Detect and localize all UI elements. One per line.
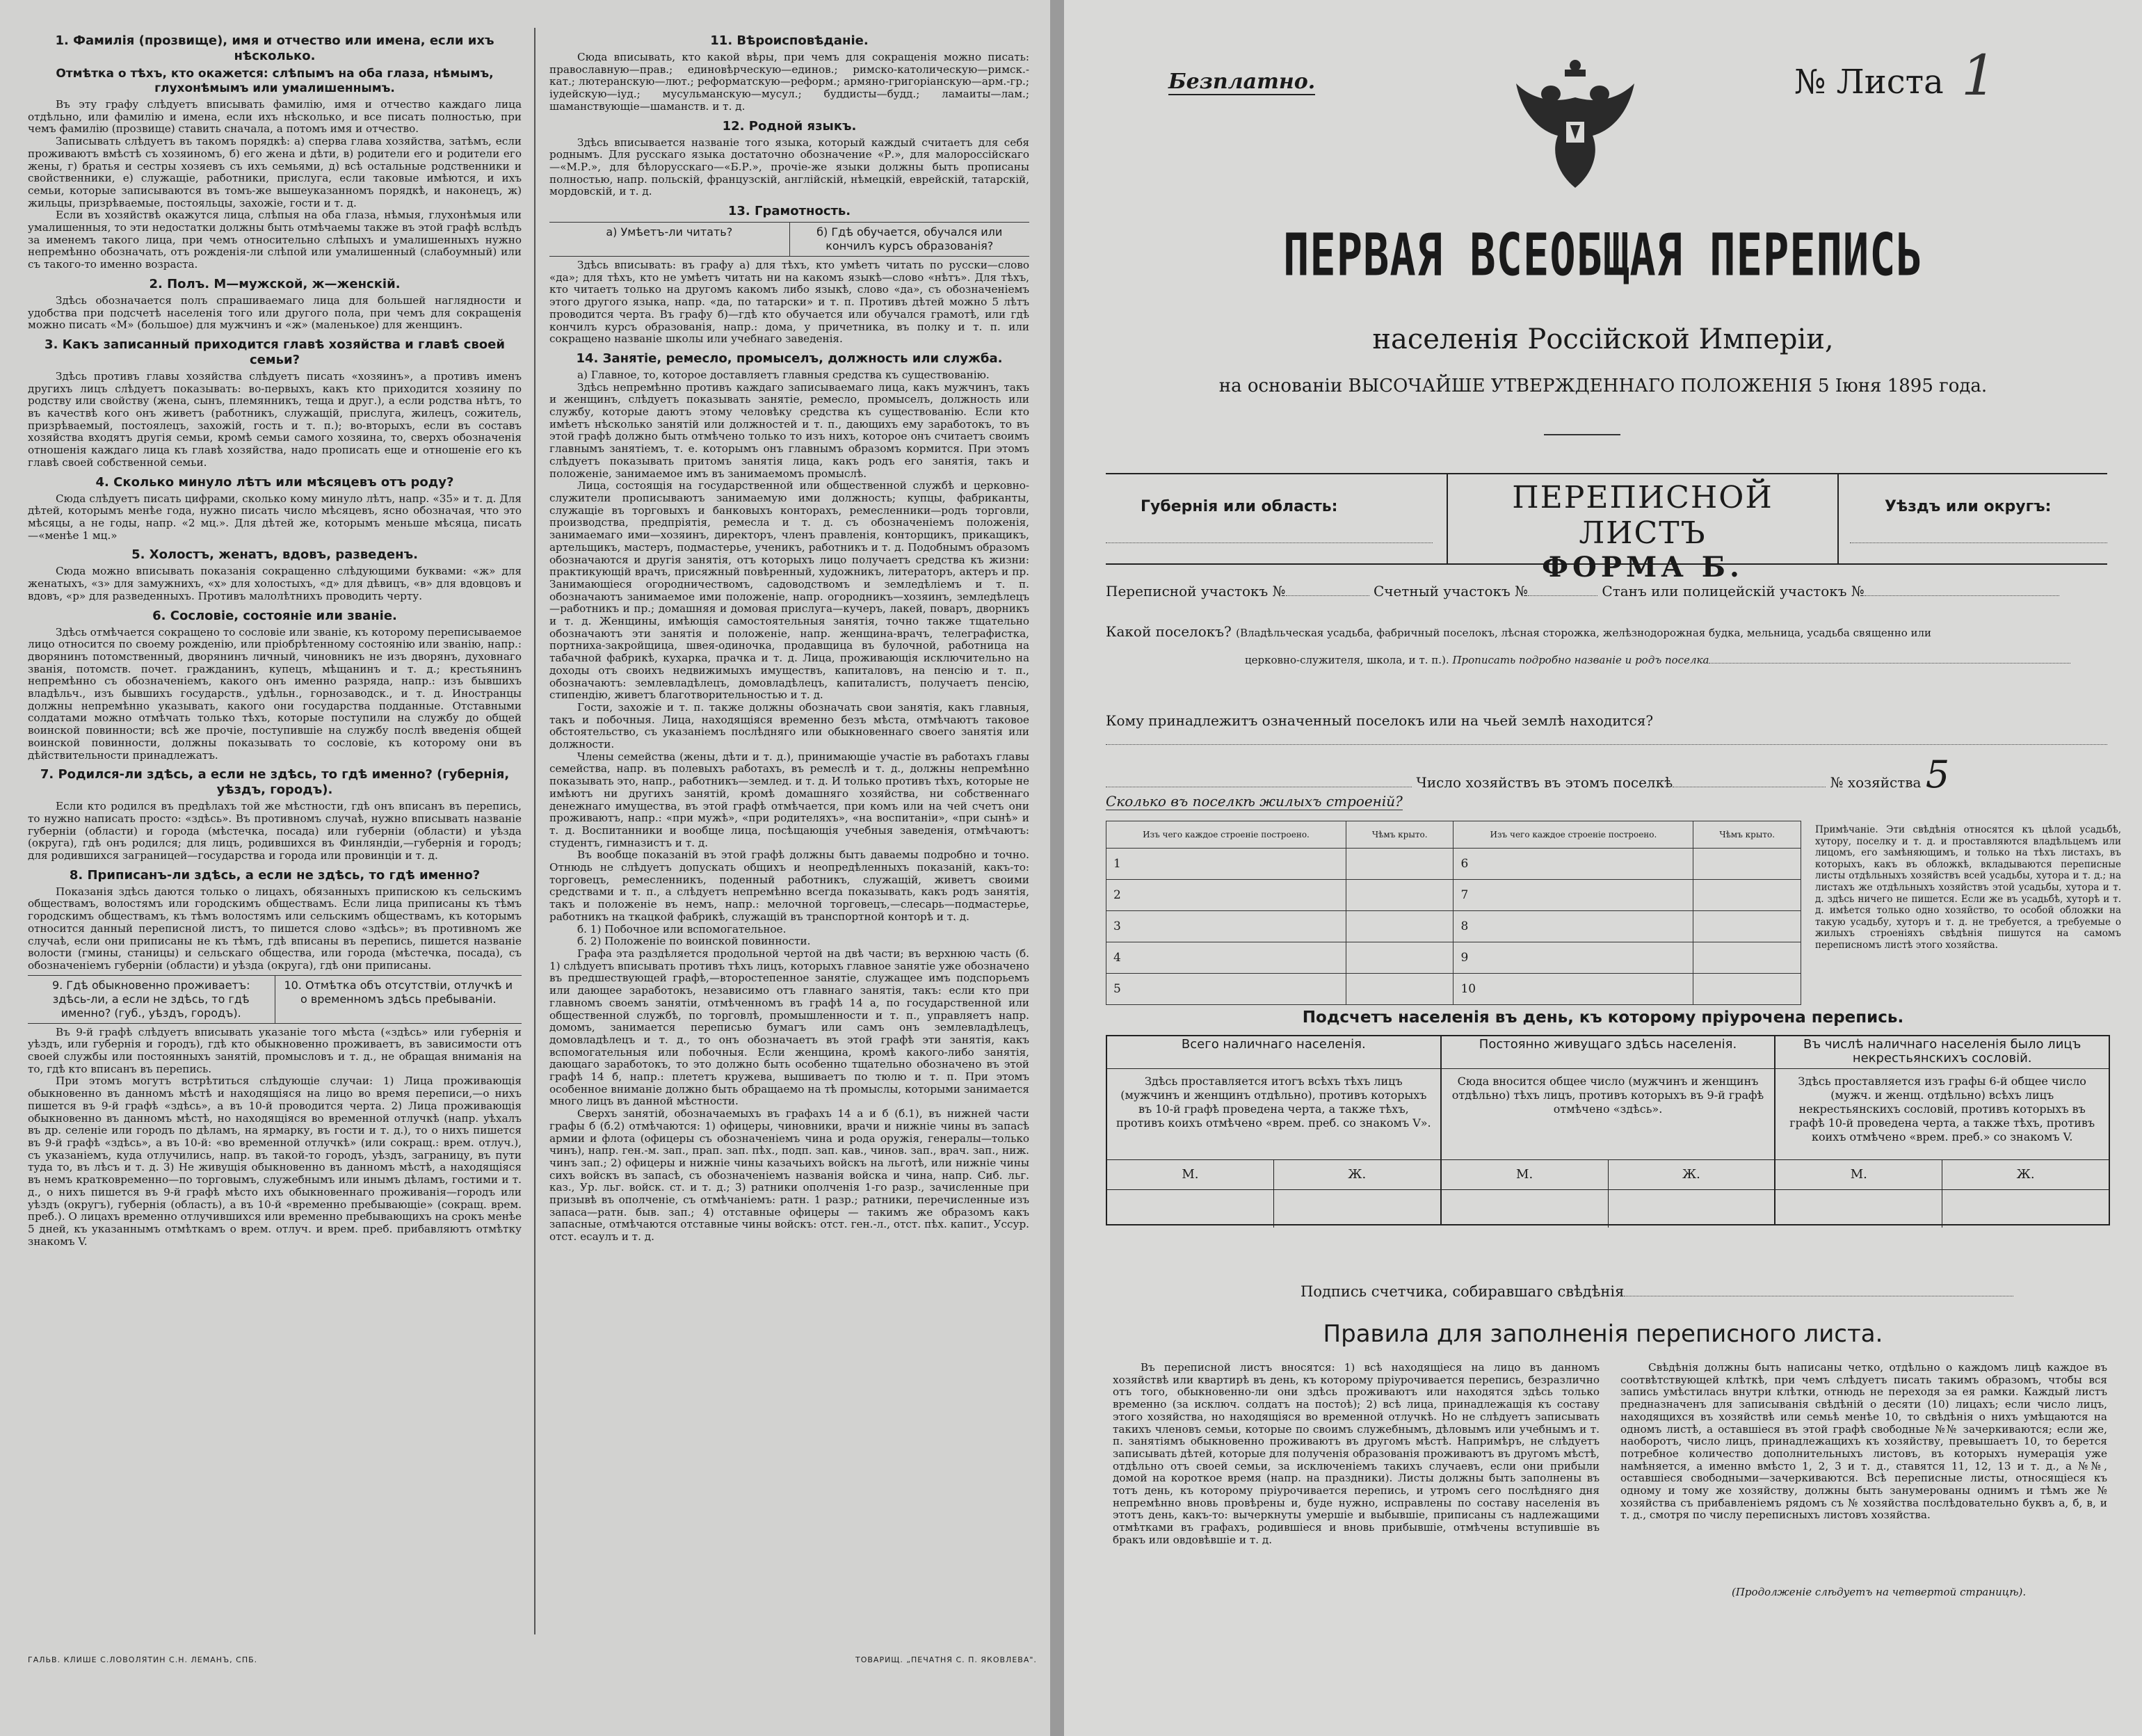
population-column xyxy=(1774,1036,2109,1224)
instruction-paragraph: Сюда можно вписывать показанія сокращенно слѣдующими буквами: «ж» для женатыхъ, «з» для замужнихъ, «х» для холостыхъ, «д» для дѣвицъ, «в» для вдовцовъ и вдовъ, «р» для разведенныхъ. Противъ малолѣтнихъ проводить черту. xyxy=(28,565,522,602)
male-count-field[interactable] xyxy=(1442,1190,1608,1228)
buildings-note: Примѣчаніе. Эти свѣдѣнія относятся къ цѣлой усадьбѣ, хутору, поселку и т. д. и проставляются владѣльцемъ или лицомъ, его замѣняющимъ, и только на тѣхъ листахъ, въ которыхъ, какъ въ обложкѣ, вкладываются переписные листы отдѣльныхъ хозяйствъ всей усадьбы, хутора и т. д.; на листахъ же отдѣльныхъ хозяйствъ этой усадьбы, хутора и т. д. здѣсь ничего не пишется. Если же въ усадьбѣ, хуторѣ и т. д. имѣется только одно хозяйство, то особой обложки на такую усадьбу, хуторъ и т. д. не требуется, а требуемые о жилыхъ строеніяхъ свѣдѣнія пишутся на самомъ переписномъ листѣ этого хозяйства. xyxy=(1815,824,2121,951)
households-row xyxy=(1106,753,2107,796)
instruction-heading: 4. Сколько минуло лѣтъ или мѣсяцевъ отъ роду? xyxy=(95,474,454,490)
building-number-cell[interactable]: 6 xyxy=(1454,849,1693,880)
signature-label: Подпись счетчика, собиравшаго свѣдѣнія xyxy=(1300,1283,1625,1300)
building-number-cell[interactable]: 7 xyxy=(1454,880,1693,911)
instruction-paragraph: Если кто родился въ предѣлахъ той же мѣстности, гдѣ онъ вписанъ въ перепись, то нужно написать просто: «здѣсь». Въ противномъ случаѣ, нужно вписывать названіе губерніи (области) и города (мѣстечка, посада) или губерніи (области) и уѣзда (округа), гдѣ онъ родился; для лицъ, родившихся въ Финляндіи,—губернія и городъ; для родившихся заграницей—государства и города или провинціи и т. д. xyxy=(28,800,522,862)
instruction-heading: 12. Родной языкъ. xyxy=(722,118,857,134)
instruction-heading: 11. Вѣроисповѣданіе. xyxy=(710,33,869,48)
owner-question: Кому принадлежитъ означенный поселокъ или на чьей землѣ находится? xyxy=(1106,712,1654,729)
building-number-cell[interactable]: 1 xyxy=(1106,849,1346,880)
instruction-paragraph: а) Главное, то, которое доставляетъ главныя средства къ существованію. xyxy=(577,368,990,381)
sheet-number-handwritten: 1 xyxy=(1961,43,1997,108)
building-number-cell[interactable]: 2 xyxy=(1106,880,1346,911)
instruction-heading: 6. Сословіе, состояніе или званіе. xyxy=(152,608,397,623)
instruction-heading: Отмѣтка о тѣхъ, кто окажется: слѣпымъ на оба глаза, нѣмымъ, глухонѣмымъ или умалишеннымъ. xyxy=(56,67,494,95)
roof-cell[interactable] xyxy=(1346,911,1454,942)
population-column-head: Въ числѣ наличнаго населенія было лицъ некрестьянскихъ сословій. xyxy=(1775,1036,2109,1069)
instruction-heading: 14. Занятіе, ремесло, промыселъ, должность или служба. xyxy=(576,351,1003,366)
instruction-paragraph: Члены семейства (жены, дѣти и т. д.), принимающіе участіе въ работахъ главы семейства, напр. въ полевыхъ работахъ, въ ремеслѣ и т. д., должны непремѣнно показывать это, напр., работникъ—землед. и т. д. И только противъ тѣхъ, которые не имѣютъ ни другихъ занятій, кромѣ домашняго хозяйства, ни собственнаго денежнаго имущества, въ этой графѣ отмѣчается, при комъ или на чей счетъ они проживаютъ, напр.: «при мужѣ», «при родителяхъ», «на воспитаніи», «при сынѣ» и т. д. Воспитанники и вообще лица, посѣщающія учебныя заведенія, отмѣчаютъ: студентъ, гимназистъ и т. д. xyxy=(549,750,1029,849)
instruction-paragraph: Сверхъ занятій, обозначаемыхъ въ графахъ 14 а и б (б.1), въ нижней части графы б (б.2) отмѣчаются: 1) офицеры, чиновники, врачи и нижніе чины въ запасѣ армии и флота (офицеры съ обозначеніемъ чина и рода оружія, генералы—только чинъ), напр. ген.-м. зап., прап. зап. пѣх., подп. зап. кав., чинов. зап., врач. зап., ниж. чинъ зап.; 2) офицеры и нижніе чины казачьихъ войскъ на льготѣ, или нижніе чины сихъ войскъ въ запасѣ, съ обозначеніемъ названія войска и чина, напр. Сиб. льг. каз., Ур. льг. войск. ст. и т. д.; 3) ратники ополченія 1-го разр., зачисленные при призывѣ въ ополченіе, съ отмѣчаніемъ: ратн. 1 разр.; ратники, перечисленные изъ запаса—ратн. быв. зап.; 4) отставные офицеры — такимъ же образомъ какъ запасные, отмѣчаются отставные чины войскъ: отст. ген.-л., отст. пѣх. капит., Уссур. отст. есаулъ и т. д. xyxy=(549,1107,1029,1244)
instruction-paragraph: Здѣсь вписывать: въ графу а) для тѣхъ, кто умѣетъ читать по русски—слово «да»; для тѣхъ, кто не умѣетъ читать ни на какомъ языкѣ—слово «нѣтъ». Для тѣхъ, кто читаетъ только на другомъ какомъ либо языкѣ, слово «да», съ обозначеніемъ этого другого языка, напр. «да, по татарски» и т. п. Противъ дѣтей можно 5 лѣтъ проводится черта. Въ графу б)—гдѣ кто обучается или обучался грамотѣ, или гдѣ кончилъ курсъ образованія, напр.: дома, у причетника, въ полку и т. п. или сокращено названіе школы или учебнаго заведенія. xyxy=(549,259,1029,346)
census-form-page xyxy=(1064,0,2142,1736)
province-line xyxy=(1106,542,1433,543)
female-header: Ж. xyxy=(1273,1160,1440,1189)
material-header-right: Изъ чего каждое строеніе построено. xyxy=(1454,821,1693,849)
split-heading xyxy=(28,975,522,1024)
buildings-question: Сколько въ поселкѣ жилыхъ строеній? xyxy=(1106,793,1403,810)
building-number-cell[interactable]: 8 xyxy=(1454,911,1693,942)
instruction-heading: 7. Родился-ли здѣсь, а если не здѣсь, то гдѣ именно? (губернія, уѣздъ, городъ). xyxy=(40,767,510,798)
household-number-handwritten: 5 xyxy=(1925,753,1950,796)
building-row xyxy=(1106,911,1801,942)
male-header: М. xyxy=(1850,1167,1867,1182)
roof-cell[interactable] xyxy=(1693,911,1801,942)
male-header: М. xyxy=(1516,1167,1533,1182)
roof-cell[interactable] xyxy=(1346,849,1454,880)
buildings-table-header xyxy=(1106,821,1801,849)
split-heading-cell: б) Гдѣ обучается, обучался или кончилъ курсъ образованія? xyxy=(789,223,1030,256)
household-number-label: № хозяйства xyxy=(1830,774,1922,791)
population-column-head: Всего наличнаго населенія. xyxy=(1107,1036,1440,1069)
population-column xyxy=(1107,1036,1440,1224)
instruction-paragraph: Показанія здѣсь даются только о лицахъ, обязанныхъ припискою къ сельскимъ обществамъ, волостямъ или городскимъ обществамъ. Если лица приписаны къ тѣмъ городскимъ обществамъ, къ тѣмъ волостямъ или сельскимъ обществамъ, къ которымъ относится данный переписной листъ, то пишется слово «здѣсь»; въ противномъ же случаѣ, если они приписаны не къ тѣмъ, гдѣ вписаны въ перепись, пишется названіе волости (гмины, станицы) и сельскаго общества, или города (мѣстечка, посада), съ обозначеніемъ губерніи (области) и уѣзда (округа), гдѣ они приписаны. xyxy=(28,885,522,972)
instruction-paragraph: Сюда слѣдуетъ писать цифрами, сколько кому минуло лѣтъ, напр. «35» и т. д. Для дѣтей, которымъ менѣе года, нужно писать число мѣсяцевъ, ясно обозначая, что это мѣсяцы, а не годы, напр. «2 мц.». Для дѣтей же, которымъ меньше мѣсяца, писать—«менѣе 1 мц.» xyxy=(28,492,522,542)
instruction-paragraph: Записывать слѣдуетъ въ такомъ порядкѣ: а) сперва глава хозяйства, затѣмъ, если проживаютъ вмѣстѣ съ хозяиномъ, б) его жена и дѣти, в) родители его и родители его жены, г) братья и сестры хозяевъ съ ихъ семьями, д) всѣ остальные родственники и свойственники, е) служащіе, работники, прислуга, если таковые имѣются, и ихъ семьи, которые записываются въ томъ-же вышеуказанномъ порядкѣ, и наконецъ, ж) жильцы, призрѣваемые, постояльцы, захожіе, гости и т. д. xyxy=(28,135,522,209)
female-count-field[interactable] xyxy=(1273,1190,1440,1228)
population-column-head: Постоянно живущаго здѣсь населенія. xyxy=(1442,1036,1775,1069)
instruction-paragraph: Въ 9-й графѣ слѣдуетъ вписывать указаніе того мѣста («здѣсь» или губернія и уѣздъ, или губернія и городъ), гдѣ кто обыкновенно проживаетъ, въ зависимости отъ своей службы или постоянныхъ занятій, промысловъ и т. д., не обращая вниманія на то, гдѣ кто вписанъ въ перепись. xyxy=(28,1025,522,1075)
roof-cell[interactable] xyxy=(1693,974,1801,1005)
building-row xyxy=(1106,974,1801,1005)
roof-cell[interactable] xyxy=(1346,880,1454,911)
instruction-heading: 13. Грамотность. xyxy=(727,204,851,219)
roof-cell[interactable] xyxy=(1693,942,1801,974)
households-label: Число хозяйствъ въ этомъ поселкѣ xyxy=(1416,774,1673,791)
province-field[interactable] xyxy=(1106,474,1440,563)
counting-precinct-label: Счетный участокъ № xyxy=(1373,583,1529,600)
buildings-table xyxy=(1106,821,1801,1005)
population-column xyxy=(1440,1036,1775,1224)
instruction-paragraph: б. 2) Положеніе по воинской повинности. xyxy=(577,935,811,948)
building-number-cell[interactable]: 5 xyxy=(1106,974,1346,1005)
instruction-paragraph: Въ вообще показаній въ этой графѣ должны быть даваемы подробно и точно. Отнюдь не слѣдуетъ допускать общихъ и неопредѣленныхъ показаній, какъ-то: торговецъ, ремесленникъ, поденный работникъ, служащій, живетъ своими средствами и т. п., а слѣдуетъ непремѣнно всегда показывать, какъ родъ занятія, такъ и положеніе въ немъ, напр.: мелочной торговецъ,—слесарь—подмастерье, работникъ на ткацкой фабрикѣ, служащій въ транспортной конторѣ и т. д. xyxy=(549,849,1029,923)
building-row xyxy=(1106,942,1801,974)
roof-cell[interactable] xyxy=(1693,880,1801,911)
roof-cell[interactable] xyxy=(1693,849,1801,880)
settlement-hint-2: церковно-служителя, школа, и т. п.). xyxy=(1245,654,1449,666)
settlement-label: Какой поселокъ? xyxy=(1106,623,1232,640)
instruction-paragraph: Здѣсь непремѣнно противъ каждаго записываемаго лица, какъ мужчинъ, такъ и женщинъ, слѣдуетъ показывать занятіе, ремесло, промыселъ, должность или службу, которые даютъ этому человѣку средства къ существованію. Если кто имѣетъ нѣсколько занятій или должностей и т. п., дающихъ ему заработокъ, то въ этой графѣ должно быть отмѣчено только то изъ нихъ, которое онъ считаетъ своимъ главнымъ занятіемъ, т. е. которымъ онъ главнымъ образомъ кормится. При этомъ слѣдуетъ показывать притомъ занятія лица, какъ родъ его занятія, такъ и положеніе, занимаемое имъ въ занимаемомъ промыслѣ. xyxy=(549,380,1029,480)
settlement-hint: (Владѣльческая усадьба, фабричный поселокъ, лѣсная сторожка, желѣзнодорожная будка, мельница, усадьба священно или xyxy=(1236,627,1932,639)
column-divider xyxy=(534,28,536,1634)
split-heading-cell: 9. Гдѣ обыкновенно проживаетъ: здѣсь-ли, а если не здѣсь, то гдѣ именно? (губ., уѣздъ, городъ). xyxy=(51,978,250,1020)
population-column-instructions: Здѣсь проставляется изъ графы 6-й общее число (мужч. и женщ. отдѣльно) всѣхъ лицъ некрестьянскихъ сословій, противъ которыхъ въ графѣ 10-й проведена черта, а также тѣхъ, противъ коихъ отмѣчено «врем. преб.» со знакомъ V. xyxy=(1775,1069,2109,1160)
female-header: Ж. xyxy=(1942,1160,2109,1189)
left-instructions-page xyxy=(0,0,1050,1736)
building-row xyxy=(1106,849,1801,880)
page-gutter xyxy=(1050,0,1064,1736)
double-headed-eagle-emblem xyxy=(1509,56,1641,195)
form-code: ФОРМА Б. xyxy=(1542,551,1744,584)
population-column-instructions: Сюда вносится общее число (мужчинъ и женщинъ отдѣльно) тѣхъ лицъ, противъ которыхъ въ 9-й графѣ отмѣчено «здѣсь». xyxy=(1442,1069,1775,1160)
roof-header-right: Чѣмъ крыто. xyxy=(1693,821,1801,849)
building-number-cell[interactable]: 3 xyxy=(1106,911,1346,942)
male-count-field[interactable] xyxy=(1775,1190,1942,1228)
printer-credit-right: ТОВАРИЩ. „ПЕЧАТНЯ С. П. ЯКОВЛЕВА". xyxy=(855,1655,1037,1664)
instruction-heading: 8. Приписанъ-ли здѣсь, а если не здѣсь, то гдѣ именно? xyxy=(69,867,481,883)
form-title-block xyxy=(1447,474,1839,584)
counting-precinct-field[interactable] xyxy=(1528,595,1597,596)
instruction-paragraph: Здѣсь отмѣчается сокращено то сословіе или званіе, къ которому переписываемое лицо относится по своему рожденію, или пріобрѣтенному состоянію или званію, напр.: дворянинъ потомственный, дворянинъ личный, чиновникъ не изъ дворянъ, духовнаго званія, потомств. почет. гражданинъ, купецъ, мѣщанинъ и т. д.; крестьянинъ непремѣнно съ обозначеніемъ, какого онъ именно разряда, напр.: изъ бывшихъ владѣльч., изъ бывшихъ государств., удѣльн., горнозаводск., и т. д. Иностранцы должны непремѣнно указывать, какого они государства подданные. Отставными солдатами можно отмѣчать только тѣхъ, которые поступили на службу до общей воинской повинности; всѣ же прочіе, поступившіе на службу послѣ введенія общей воинской повинности, должны показывать то сословіе, къ которому они въ дѣйствительности принадлежатъ. xyxy=(28,625,522,762)
census-precinct-label: Переписной участокъ № xyxy=(1106,583,1286,600)
owner-field[interactable] xyxy=(1106,744,2107,745)
male-header: М. xyxy=(1182,1167,1199,1182)
settlement-row-2 xyxy=(1245,654,2107,666)
instruction-heading: 3. Какъ записанный приходится главѣ хозяйства и главѣ своей семьи? xyxy=(45,337,505,367)
instruction-paragraph: Здѣсь обозначается полъ спрашиваемаго лица для большей наглядности и удобства при подсчетѣ населенія того или другого пола, при чемъ для сокращенія можно писать «М» (большое) для мужчинъ и «ж» (маленькое) для женщинъ. xyxy=(28,294,522,332)
instructions-column-1 xyxy=(28,28,522,1248)
instruction-paragraph: Въ эту графу слѣдуетъ вписывать фамилію, имя и отчество каждаго лица отдѣльно, или фамилію и имена, если ихъ нѣсколько, и все писать полностью, при чемъ фамилію (прозвище) ставить сначала, а потомъ имя и отчество. xyxy=(28,98,522,136)
population-count-title: Подсчетъ населенія въ день, къ которому пріурочена перепись. xyxy=(1302,1008,1904,1027)
printer-credit-left: ГАЛЬВ. КЛИШЕ С.ЛОВОЛЯТИН С.Н. ЛЕМАНЪ, СПБ. xyxy=(28,1655,258,1664)
building-row xyxy=(1106,880,1801,911)
female-count-field[interactable] xyxy=(1608,1190,1775,1228)
instruction-paragraph: Если въ хозяйствѣ окажутся лица, слѣпыя на оба глаза, нѣмыя, глухонѣмыя или умалишенныя, то эти недостатки должны быть отмѣчаемы также въ этой графѣ вслѣдъ за именемъ такого лица, при чемъ относительно слѣпыхъ и умалишенныхъ нужно непремѣнно обозначать, отъ рожденія-ли слѣпой или умалишенный (слабоумный) или съ такого-то именно возраста. xyxy=(28,209,522,271)
instruction-heading: 5. Холостъ, женатъ, вдовъ, разведенъ. xyxy=(131,547,418,563)
instructions-column-2 xyxy=(549,28,1029,1244)
material-header-left: Изъ чего каждое строеніе построено. xyxy=(1106,821,1346,849)
census-subtitle: населенія Россійской Имперіи, xyxy=(1372,323,1834,355)
census-precinct-field[interactable] xyxy=(1286,595,1369,596)
police-precinct-label: Станъ или полицейскій участокъ № xyxy=(1602,583,1865,600)
province-label: Губернія или область: xyxy=(1141,498,1338,515)
census-legal-basis: на основаніи ВЫСОЧАЙШЕ УТВЕРЖДЕННАГО ПОЛОЖЕНІЯ 5 Іюня 1895 года. xyxy=(1218,376,1988,396)
settlement-field[interactable] xyxy=(1709,663,2070,664)
building-number-cell[interactable]: 9 xyxy=(1454,942,1693,974)
roof-cell[interactable] xyxy=(1346,942,1454,974)
split-heading-cell: 10. Отмѣтка объ отсутствіи, отлучкѣ и о временномъ здѣсь пребываніи. xyxy=(275,976,522,1023)
precinct-row xyxy=(1106,583,2107,600)
rules-text-left: Въ переписной листъ вносятся: 1) всѣ находящіеся на лицо въ данномъ хозяйствѣ или квартирѣ въ день, къ которому пріурочивается перепись, безразлично отъ того, обыкновенно-ли они здѣсь проживаютъ или находятся здѣсь только временно (за исключ. солдатъ на постоѣ); 2) всѣ лица, принадлежащія къ составу этого хозяйства, но находящіяся во временной отлучкѣ. Но не слѣдуетъ записывать такихъ членовъ семьи, которые по своимъ служебнымъ, дѣловымъ или учебнымъ и т. п. занятіямъ обыкновенно проживаютъ въ другомъ мѣстѣ. Напримѣръ, не слѣдуетъ записывать дѣтей, которые для полученія образованія проживаютъ въ другомъ мѣстѣ, отдѣльно отъ своей семьи, за исключеніемъ такихъ случаевъ, если они прибыли домой на короткое время (напр. на праздники). Листы должны быть заполнены въ тотъ день, къ которому пріурочивается перепись, и утромъ сего послѣдняго дня непремѣнно вновь провѣрены и, буде нужно, исправлены по составу населенія въ этотъ день, какъ-то: вычеркнуты умершіе и выбывшіе, приписаны съ надлежащими отмѣтками въ графахъ, родившіеся и вновь прибывшіе, отмѣчены вступившіе въ бракъ или овдовѣвшіе и т. д. xyxy=(1113,1361,1600,1546)
instruction-paragraph: Сюда вписывать, кто какой вѣры, при чемъ для сокращенія можно писать: православную—прав.; единовѣрческую—единов.; римско-католическую—римск.-кат.; лютеранскую—лют.; реформатскую—реформ.; армяно-григоріанскую—арм.-гр.; іудейскую—іуд.; мусульманскую—мусул.; буддисты—будд.; ламаиты—лам.; шаманствующіе—шаманств. и т. д. xyxy=(549,51,1029,113)
sheet-number-label: № Листа xyxy=(1794,63,1944,102)
instruction-paragraph: б. 1) Побочное или вспомогательное. xyxy=(577,922,787,935)
instruction-paragraph: При этомъ могутъ встрѣтиться слѣдующіе случаи: 1) Лица проживающія обыкновенно въ данномъ мѣстѣ и находящіяся на лицо во время переписи,—о нихъ пишется въ 9-й графѣ «здѣсь», а въ 10-й проводится черта. 2) Лица проживающія обыкновенно въ данномъ мѣстѣ, но находящіяся во временной отлучкѣ (напр. уѣхалъ въ др. селеніе или городъ по дѣламъ, на ярмарку, въ гости и т. д.), то о нихъ пишется въ 9-й графѣ «здѣсь», а въ 10-й: «во временной отлучкѣ» (или сокращ.: врем. отлуч.), съ указаніемъ, куда отлучились, напр. въ такой-то городъ, уѣздъ, заграницу, въ пути туда то, въ лѣсъ и т. д. 3) Не живущія обыкновенно въ данномъ мѣстѣ, а находящіяся въ немъ кратковременно—по торговымъ, служебнымъ или инымъ дѣламъ, гостими и т. д., о нихъ пишется въ 9-й графѣ мѣсто ихъ обыкновеннаго проживанія—городъ или уѣздъ (округъ), губернія (область), а въ 10-й «временно пребывающіе» (сокращ. врем. преб.). О лицахъ временно отлучившихся или временно пребывающихъ на срокъ менѣе 5 дней, къ указаннымъ отмѣткамъ о врем. отлуч. и врем. преб. прибавляютъ отмѣтку знакомъ V. xyxy=(28,1075,522,1248)
population-count-table xyxy=(1106,1035,2110,1225)
instruction-paragraph: Здѣсь вписывается названіе того языка, который каждый считаетъ для себя роднымъ. Для русскаго языка достаточно обозначение «Р.», для малороссійскаго—«М.Р.», для бѣлорусскаго—«Б.Р.», прочіе-же языки должны быть прописаны полностью, напр. польскій, французскій, англійскій, нѣмецкій, еврейскій, татарскій, мордовскій, и т. д. xyxy=(549,136,1029,198)
enumerator-signature-row xyxy=(1300,1283,2013,1300)
instruction-paragraph: Гости, захожіе и т. п. также должны обозначать свои занятія, какъ главныя, такъ и побочныя. Лица, находящіяся временно безъ мѣста, отмѣчаютъ таковое обстоятельство, съ указаніемъ послѣдняго или обыкновеннаго своего занятія или должности. xyxy=(549,700,1029,751)
instruction-paragraph: Здѣсь противъ главы хозяйства слѣдуетъ писать «хозяинъ», а противъ именъ другихъ лицъ слѣдуетъ показывать: во-первыхъ, какъ кто приходится хозяину по родству или свойству (жена, сынъ, племянникъ, теща и друг.), а если родства нѣтъ, то въ качествѣ кого онъ живетъ (работникъ, служащій, прислуга, жилецъ, сожитель, призрѣваемый, постоялецъ, захожій, гость и т. п.); во-вторыхъ, если въ составъ хозяйства входятъ другія семьи, кромѣ семьи самого хозяина, то, сверхъ обозначенія отношенія каждаго лица къ главѣ хозяйства, надо прописать еще и отношеніе его къ главѣ своей собственной семьи. xyxy=(28,369,522,469)
male-count-field[interactable] xyxy=(1107,1190,1273,1228)
instruction-paragraph: Лица, состоящія на государственной или общественной службѣ и церковно-служители прописываютъ занимаемую ими должность; купцы, фабриканты, служащіе въ торговыхъ и банковыхъ конторахъ, ремесленники—родъ торговли, производства, предпріятія, ремесла и т. д. съ обозначеніемъ положенія, занимаемаго ими—хозяинъ, директоръ, членъ правленія, конторщикъ, прикащикъ, артельщикъ, мастеръ, подмастерье, ученикъ, работникъ и т. д. Подобнымъ образомъ обозначаются и другія занятія, отъ которыхъ лицо получаетъ средства къ жизни: практикующій врачъ, присяжный повѣренный, художникъ, литераторъ, актеръ и пр. Занимающіеся огородничествомъ, садоводствомъ и земледѣліемъ и т. п. обозначаютъ занимаемое ими положеніе, напр. огородникъ—хозяинъ, земледѣлецъ—работникъ и пр.; домашняя и домовая прислуга—кучеръ, лакей, поваръ, дворникъ и т. д. Женщины, имѣющія самостоятельныя занятія, точно также тщательно обозначаютъ эти занятія и положеніе, напр. женщина-врачъ, телеграфистка, портниха-закройщица, швея-одиночка, продавщица въ булочной, работница на табачной фабрикѣ, кухарка, прачка и т. д. Лица, проживающія исключительно на доходы отъ своихъ недвижимыхъ имуществъ, капиталовъ, на пенсію и т. п., обозначаютъ: землевладѣлецъ, домовладѣлецъ, капиталистъ, получаетъ пенсію, стипендію, живетъ благотворительностью и т. д. xyxy=(549,479,1029,702)
district-field[interactable] xyxy=(1843,474,2107,563)
form-header-box xyxy=(1106,473,2107,584)
split-heading-cell: а) Умѣетъ-ли читать? xyxy=(606,225,733,239)
rules-text-right: Свѣдѣнія должны быть написаны четко, отдѣльно о каждомъ лицѣ каждое въ соотвѣтствующей клѣткѣ, при чемъ слѣдуетъ писать такимъ образомъ, чтобы вся запись умѣстилась внутри клѣтки, отнюдь не переходя за ея рамки. Каждый листъ предназначенъ для записыванія свѣдѣній о десяти (10) лицахъ; если число лицъ, находящихся въ хозяйствѣ или семьѣ менѣе 10, то свѣдѣнія о нихъ умѣщаются на одномъ листѣ, а оставшіеся въ этой графѣ свободные №№ зачеркиваются; если же, наоборотъ, число лицъ, принадлежащихъ къ хозяйству, превышаетъ 10, то берется потребное количество дополнительныхъ листовъ, въ которыхъ нумерація уже намѣняется, а именно вмѣсто 1, 2, 3 и т. д., ставятся 11, 12, 13 и т. д., а №№, оставшіеся свободными—зачеркиваются. Всѣ переписные листы, относящіеся къ одному и тому же хозяйству, должны быть занумерованы однимъ и тѣмъ же № хозяйства съ прибавленіемъ рядомъ съ № хозяйства послѣдовательно буквъ а, б, в, и т. д., смотря по числу переписныхъ листовъ хозяйства. xyxy=(1620,1361,2107,1522)
continued-note: (Продолженіе слѣдуетъ на четвертой страницѣ). xyxy=(1732,1586,2027,1598)
census-title: ПЕРВАЯ ВСЕОБЩАЯ ПЕРЕПИСЬ xyxy=(1283,220,1923,289)
police-precinct-field[interactable] xyxy=(1865,595,2059,596)
district-label: Уѣздъ или округъ: xyxy=(1885,498,2052,515)
building-number-cell[interactable]: 4 xyxy=(1106,942,1346,974)
form-title: ПЕРЕПИСНОЙ ЛИСТЪ xyxy=(1512,480,1773,551)
roof-header-left: Чѣмъ крыто. xyxy=(1346,821,1454,849)
rules-title: Правила для заполненія переписного листа. xyxy=(1323,1320,1883,1348)
roof-cell[interactable] xyxy=(1346,974,1454,1005)
settlement-write-hint: Прописать подробно названіе и родъ поселка xyxy=(1452,654,1709,666)
instruction-paragraph: Графа эта раздѣляется продольной чертой на двѣ части; въ верхнюю часть (б. 1) слѣдуетъ вписывать противъ тѣхъ лицъ, которыхъ главное занятіе уже обозначено въ предшествующей графѣ,—второстепенное занятіе, служащее имъ подспорьемъ или дающее заработокъ, независимо отъ главнаго занятія, такъ: если кто при главномъ своемъ занятіи, отмѣченномъ въ графѣ 14 а, по государственной или общественной службѣ, по торговлѣ, промышленности и т. п., управляетъ напр. домомъ, занимается переписью бумагъ или самъ онъ землевладѣлецъ, домовладѣлецъ и т. д., то онъ обозначаетъ въ этой графѣ эти занятія, какъ вспомогательныя или побочныя. Если женщина, кромѣ какого-либо занятія, дающаго заработокъ, то это должно быть особенно тщательно обозначено въ этой графѣ 14 б, напр.: плететъ кружева, вышиваетъ по тюлю и т. п. При этомъ особенное вниманіе должно быть обращаемо на тѣ промыслы, которыми занимается много лицъ въ данной мѣстности. xyxy=(549,947,1029,1108)
instruction-heading: 2. Полъ. М—мужской, ж—женскій. xyxy=(149,276,401,291)
population-column-instructions: Здѣсь проставляется итогъ всѣхъ тѣхъ лицъ (мужчинъ и женщинъ отдѣльно), противъ которыхъ въ 10-й графѣ проведена черта, а также тѣхъ, противъ коихъ отмѣчено «врем. преб. со знакомъ V». xyxy=(1107,1069,1440,1160)
district-line xyxy=(1850,542,2107,543)
split-heading xyxy=(549,222,1029,257)
female-header: Ж. xyxy=(1608,1160,1775,1189)
female-count-field[interactable] xyxy=(1942,1190,2109,1228)
instruction-heading: 1. Фамилія (прозвище), имя и отчество или имена, если ихъ нѣсколько. xyxy=(55,33,494,63)
building-number-cell[interactable]: 10 xyxy=(1454,974,1693,1005)
settlement-row xyxy=(1106,623,2114,640)
title-rule xyxy=(1544,434,1620,435)
free-of-charge-label: Безплатно. xyxy=(1168,70,1316,94)
